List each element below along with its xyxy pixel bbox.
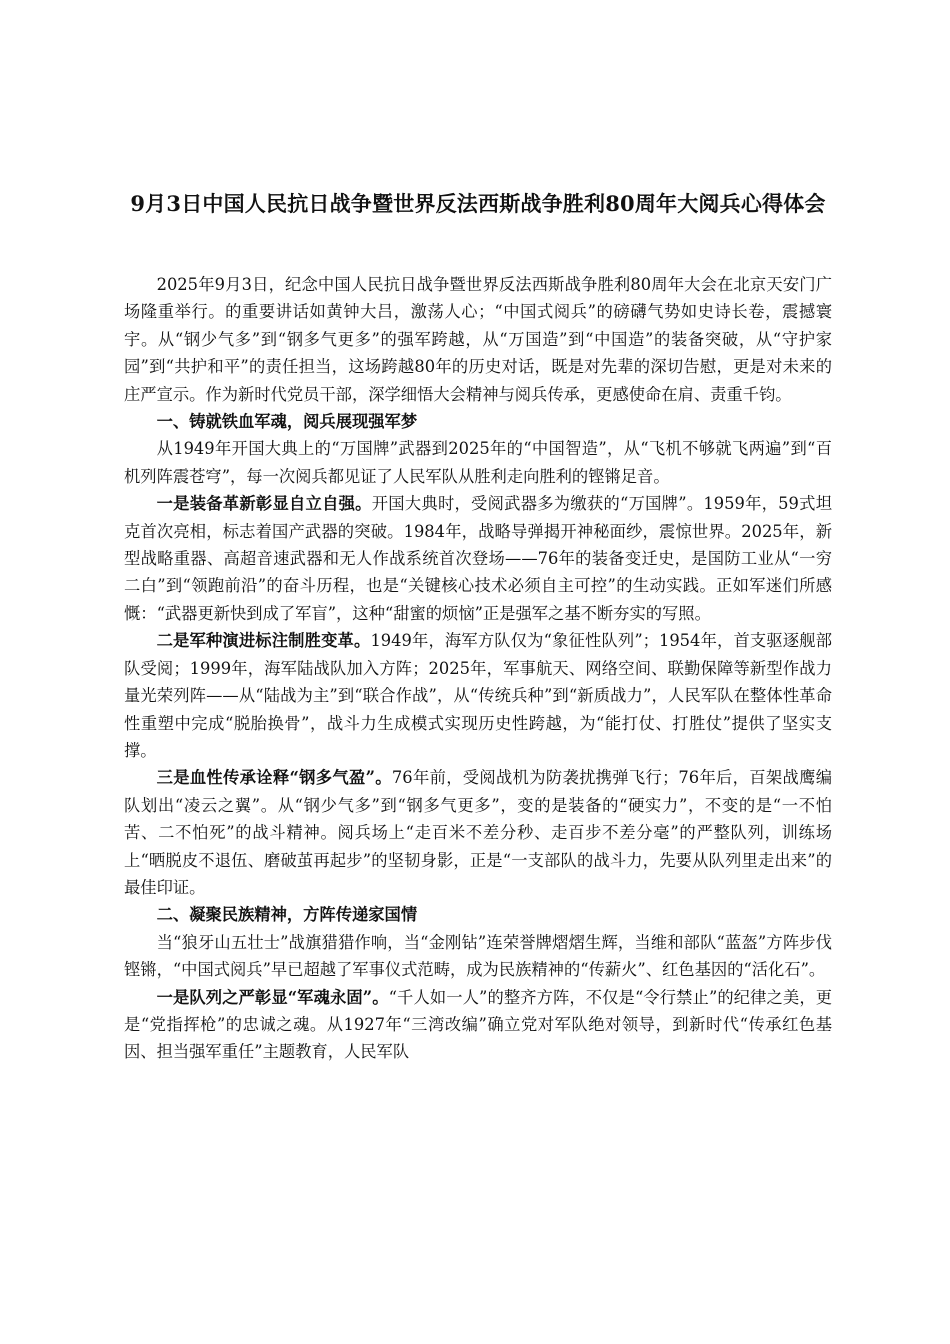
paragraph-text: 当“狼牙山五壮士”战旗猎猎作响，当“金刚钻”连荣誉牌熠熠生辉，当维和部队“蓝盔”方阵步伐铿锵，“中国式阅兵”早已超越了军事仪式范畴，成为民族精神的“传薪火”、红色基因的“活化石”。 [124, 932, 832, 980]
document-title: 9月3日中国人民抗日战争暨世界反法西斯战争胜利80周年大阅兵心得体会 [130, 191, 826, 216]
section-heading-2: 二、凝聚民族精神，方阵传递家国情 [156, 905, 418, 925]
section-1-point-1 [124, 490, 832, 627]
section-1-point-2 [124, 627, 832, 764]
section-2-intro-paragraph [124, 929, 832, 984]
document-page [124, 0, 832, 1066]
paragraph-text: 1949年，海军方队仅为“象征性队列”；1954年，首支驱逐舰部队受阅；1999年，海军陆战队加入方阵；2025年，军事航天、网络空间、联勤保障等新型作战力量光荣列阵——从“陆战为主”到“联合作战”，从“传统兵种”到“新质战力”，人民军队在整体性革命性重塑中完成“脱胎换骨”，战斗力生成模式实现历史性跨越，为“能打仗、打胜仗”提供了坚实支撑。 [124, 631, 832, 760]
paragraph-text: 开国大典时，受阅武器多为缴获的“万国牌”。1959年，59式坦克首次亮相，标志着国产武器的突破。1984年，战略导弹揭开神秘面纱，震惊世界。2025年，新型战略重器、高超音速武器和无人作战系统首次登场——76年的装备变迁史，是国防工业从“一穷二白”到“领跑前沿”的奋斗历程，也是“关键核心技术必须自主可控”的生动实践。正如军迷们所感慨：“武器更新快到成了军盲”，这种“甜蜜的烦恼”正是强军之基不断夯实的写照。 [124, 494, 832, 623]
paragraph-text: “千人如一人”的整齐方阵，不仅是“令行禁止”的纪律之美，更是“党指挥枪”的忠诚之魂。从1927年“三湾改编”确立党对军队绝对领导，到新时代“传承红色基因、担当强军重任”主题教育，人民军队 [124, 987, 832, 1062]
paragraph-text: 76年前，受阅战机为防袭扰携弹飞行；76年后，百架战鹰编队划出“凌云之翼”。从“钢少气多”到“钢多气更多”，变的是装备的“硬实力”，不变的是“一不怕苦、二不怕死”的战斗精神。阅兵场上“走百米不差分秒、走百步不差分毫”的严整队列，训练场上“晒脱皮不退伍、磨破茧再起步”的坚韧身影，正是“一支部队的战斗力，先要从队列里走出来”的最佳印证。 [124, 768, 833, 897]
section-1-point-3 [124, 764, 832, 901]
paragraph-text: 从1949年开国大典上的“万国牌”武器到2025年的“中国智造”，从“飞机不够就飞两遍”到“百机列阵震苍穹”，每一次阅兵都见证了人民军队从胜利走向胜利的铿锵足音。 [124, 439, 832, 486]
intro-paragraph [124, 271, 832, 408]
point-lead: 一是装备革新彰显自立自强。 [156, 494, 372, 514]
section-1-intro-paragraph [124, 435, 832, 490]
point-lead: 一是队列之严彰显“军魂永固”。 [156, 987, 389, 1007]
point-lead: 二是军种演进标注制胜变革。 [156, 631, 371, 651]
document-body [124, 271, 832, 1066]
paragraph-text: 2025年9月3日，纪念中国人民抗日战争暨世界反法西斯战争胜利80周年大会在北京天安门广场隆重举行。的重要讲话如黄钟大吕，激荡人心；“中国式阅兵”的磅礴气势如史诗长卷，震撼寰宇。从“钢少气多”到“钢多气更多”的强军跨越，从“万国造”到“中国造”的装备突破，从“守护家园”到“共护和平”的责任担当，这场跨越80年的历史对话，既是对先辈的深切告慰，更是对未来的庄严宣示。作为新时代党员干部，深学细悟大会精神与阅兵传承，更感使命在肩、责重千钧。 [124, 275, 832, 404]
section-heading-1: 一、铸就铁血军魂，阅兵展现强军梦 [156, 412, 418, 432]
section-2-point-1 [124, 984, 832, 1066]
point-lead: 三是血性传承诠释“钢多气盈”。 [156, 768, 392, 788]
